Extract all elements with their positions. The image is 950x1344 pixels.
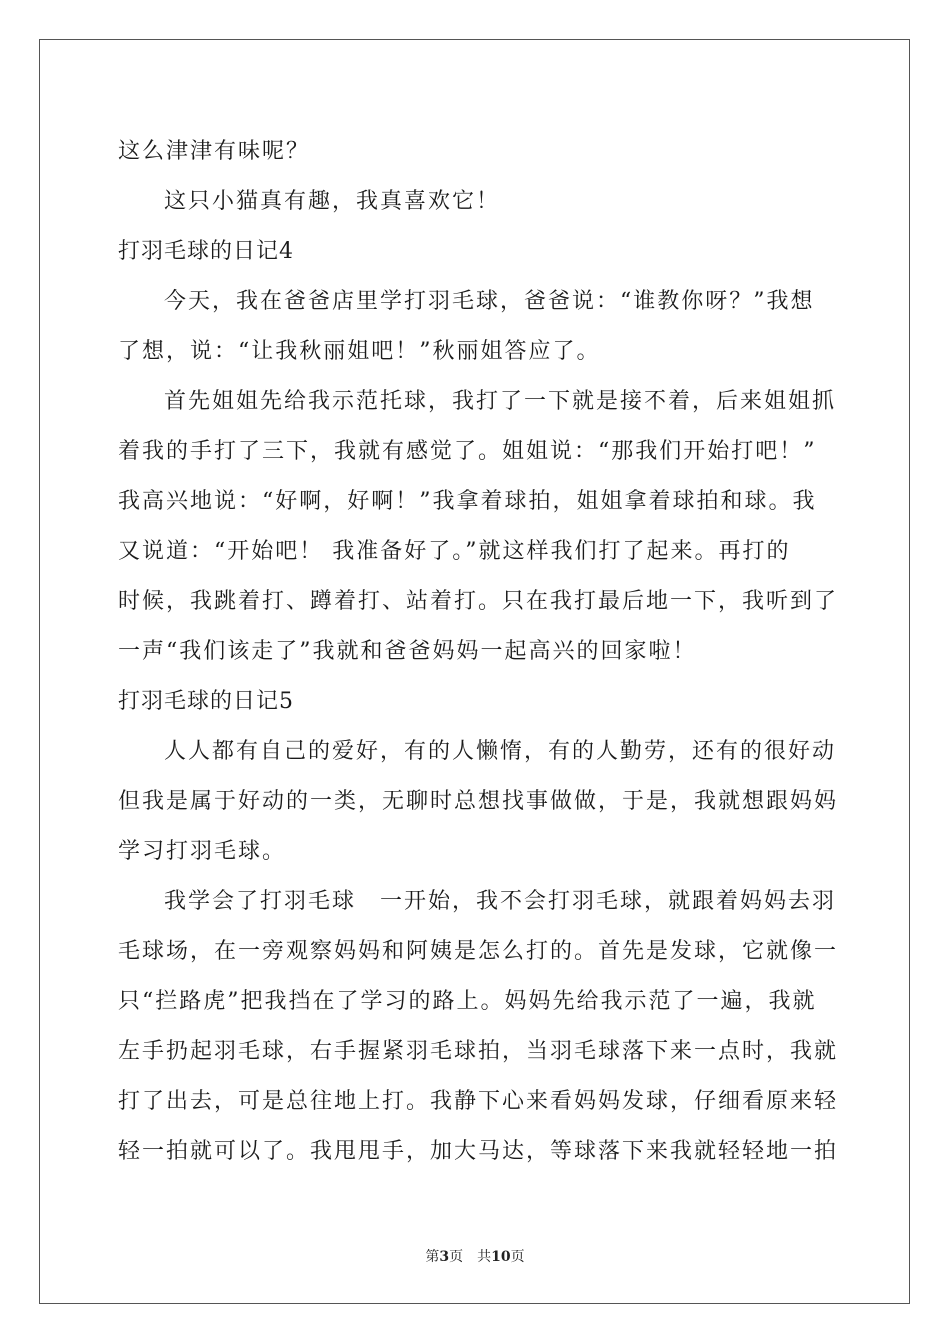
text-line: 轻一拍就可以了。我甩甩手，加大马达，等球落下来我就轻轻地一拍 [118,1139,839,1164]
text-line: 又说道：“开始吧！ 我准备好了。”就这样我们打了起来。再打的 [118,539,791,564]
page-footer [0,1246,950,1266]
text-line: 我高兴地说：“好啊，好啊！”我拿着球拍，姐姐拿着球拍和球。我 [118,489,817,514]
text-line: 毛球场，在一旁观察妈妈和阿姨是怎么打的。首先是发球，它就像一 [118,939,839,964]
text-line: 这么津津有味呢？ [118,139,311,164]
text-line: 左手扔起羽毛球，右手握紧羽毛球拍，当羽毛球落下来一点时，我就 [118,1039,839,1064]
text-line: 着我的手打了三下，我就有感觉了。姐姐说：“那我们开始打吧！” [118,439,817,464]
footer-suffix: 页 [510,1249,525,1265]
text-line: 首先姐姐先给我示范托球，我打了一下就是接不着，后来姐姐抓 [164,389,837,414]
text-line: 这只小猫真有趣，我真喜欢它！ [164,189,501,214]
footer-prefix: 第 [425,1249,440,1265]
section-heading: 打羽毛球的日记5 [118,689,294,714]
text-line: 但我是属于好动的一类，无聊时总想找事做做，于是，我就想跟妈妈 [118,789,839,814]
text-line: 我学会了打羽毛球 一开始，我不会打羽毛球，就跟着妈妈去羽 [164,889,837,914]
text-line: 了想，说：“让我秋丽姐吧！”秋丽姐答应了。 [118,339,601,364]
text-line: 打了出去，可是总往地上打。我静下心来看妈妈发球，仔细看原来轻 [118,1089,839,1114]
text-line: 一声“我们该走了”我就和爸爸妈妈一起高兴的回家啦！ [118,639,697,664]
text-line: 学习打羽毛球。 [118,839,287,864]
current-page-number: 3 [439,1249,450,1265]
footer-mid: 页 共 [449,1249,492,1265]
document-body [118,127,839,1177]
text-line: 只“拦路虎”把我挡在了学习的路上。妈妈先给我示范了一遍，我就 [118,989,817,1014]
total-page-count: 10 [491,1249,511,1265]
text-line: 人人都有自己的爱好，有的人懒惰，有的人勤劳，还有的很好动 [164,739,837,764]
text-line: 时候，我跳着打、蹲着打、站着打。只在我打最后地一下，我听到了 [118,589,839,614]
text-line: 今天，我在爸爸店里学打羽毛球，爸爸说：“谁教你呀？”我想 [164,289,815,314]
section-heading: 打羽毛球的日记4 [118,239,294,264]
